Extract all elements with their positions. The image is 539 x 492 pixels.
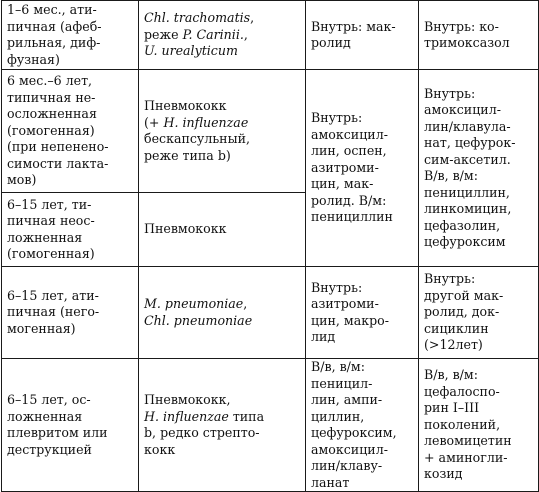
cell-line: другой мак- [424,287,504,303]
cell-line [144,10,301,27]
cell-line [144,313,301,330]
organism-name: M. pneumoniae [144,296,244,311]
cell-line [144,27,301,44]
cell-line [144,43,301,60]
cell-line: сим-аксетил. [424,151,511,167]
table-row [2,267,539,359]
cell-line: тримоксазол [424,35,510,50]
pathogen-cell [139,359,306,492]
table-row [2,359,539,492]
cell-line: нат, цефурок- [424,135,516,150]
cell-line: азитроми- [311,159,379,175]
cell-text: (+ [144,114,164,130]
cell-line: пичная (него- [7,304,100,320]
cell-text: типа [228,408,265,424]
organism-name: Chl. trachomatis [144,10,251,26]
pathogen-cell [139,1,306,70]
alternative-cell [419,359,539,492]
cell-line: цин, мак- [311,176,374,192]
cell-line [144,392,301,409]
organism-name: H. influenzae [163,114,249,130]
cell-line: цефалоспо- [424,383,500,399]
cell-line: Внутрь: [311,279,363,295]
cell-line: Внутрь: [424,271,476,287]
cell-text: , [243,26,248,42]
cell-text: Пневмококк, [144,392,231,407]
cell-text: кокк [144,441,176,457]
cell-line: рин I–III [424,400,480,416]
table-row [2,1,539,70]
first-line-cell [306,1,419,70]
age-cell [2,267,139,359]
age-cell [2,70,139,193]
cell-line: линкомицин, [424,201,512,216]
cell-line: 6–15 лет, ати- [7,287,99,303]
cell-line: лин/клавула- [424,118,511,134]
age-cell [2,359,139,492]
cell-line: (при непенено- [7,139,109,155]
cell-line: (гомогенная) [7,122,95,138]
cell-line: Внутрь: [424,85,476,101]
cell-line: цин, макро- [311,312,389,328]
first-line-cell [306,70,419,267]
cell-line: ложненная [7,408,83,424]
cell-line: сициклин [424,320,489,336]
cell-line [144,148,301,165]
cell-line: ролид, док- [424,304,500,320]
age-cell [2,193,139,267]
cell-line: (>12лет) [424,337,483,353]
pathogen-cell [139,193,306,267]
cell-line: азитроми- [311,296,379,311]
cell-line: пенициллин [311,209,393,225]
treatment-table [1,0,539,492]
cell-line: цефуроксим, [311,425,397,440]
cell-line: пичная неос- [7,213,95,228]
organism-name: Chl. pneumoniae [144,312,253,328]
cell-line: левомицетин [424,433,512,449]
cell-line: цефуроксим [424,234,506,249]
cell-line [144,442,301,459]
cell-line: симости лакта- [7,155,109,171]
cell-line: ложненная [7,229,83,245]
cell-line: лин/клаву- [311,458,383,473]
cell-text: реже [144,26,183,42]
alternative-cell [419,267,539,359]
cell-text: , [250,10,255,26]
cell-line: + аминогли- [424,449,508,465]
first-line-cell [306,359,419,492]
cell-line: В/в, в/м: [424,168,478,183]
cell-line: мов) [7,172,37,188]
cell-text: b, редко стрепто- [144,425,260,440]
cell-text: бескапсульный, [144,131,250,146]
cell-line: ланат [311,474,350,490]
cell-line: Внутрь: [311,110,363,126]
cell-line: плевритом или [7,425,108,440]
cell-line: амоксицил- [424,102,501,117]
cell-line: Внутрь: ко- [424,18,499,34]
cell-line: лин, ампи- [311,392,383,407]
cell-line: лид [311,329,336,344]
cell-line [144,115,301,132]
organism-name: P. Carinii. [182,26,244,42]
alternative-cell [419,1,539,70]
cell-line: ролид [311,35,351,50]
cell-line [144,131,301,148]
cell-line: пенициллин, [424,184,510,200]
cell-line: козид [424,466,463,482]
age-cell [2,1,139,70]
cell-line: Внутрь: мак- [311,18,396,34]
cell-line: 6–15 лет, ос- [7,392,91,407]
cell-text: Пневмококк [144,221,227,237]
cell-line [144,425,301,442]
cell-line: 6–15 лет, ти- [7,196,92,212]
cell-line [144,296,301,313]
cell-line: В/в, в/м: [424,367,478,383]
cell-line [144,409,301,426]
cell-line: (гомогенная) [7,246,95,261]
cell-line: амоксицил- [311,126,388,142]
cell-line: 1–6 мес., ати- [7,2,97,17]
pathogen-cell [139,70,306,193]
cell-line: поколений, [424,416,501,432]
cell-line [144,221,301,238]
cell-line: В/в, в/м: [311,359,365,374]
table-row [2,70,539,193]
cell-line: 6 мес.–6 лет, [7,73,93,89]
pathogen-cell [139,267,306,359]
cell-line: осложненная [7,106,97,122]
cell-line: пеницил- [311,375,373,391]
cell-line: ролид. В/м: [311,192,387,208]
cell-line: типичная не- [7,89,96,105]
cell-line [144,98,301,115]
cell-line: фузная) [7,51,60,67]
cell-line: рильная, диф- [7,35,101,50]
organism-name: H. influenzae [144,408,229,424]
alternative-cell [419,70,539,267]
first-line-cell [306,267,419,359]
organism-name: U. urealyticum [144,43,238,59]
cell-text: реже типа b) [144,147,231,163]
cell-line: пичная (афеб- [7,18,102,34]
cell-line: цефазолин, [424,217,501,233]
cell-text: Пневмококк [144,98,227,113]
cell-line: могенная) [7,320,76,336]
cell-line: деструкцией [7,441,92,457]
cell-line: циллин, [311,408,365,424]
cell-text: , [243,296,248,311]
cell-line: амоксицил- [311,441,388,457]
cell-line: лин, оспен, [311,143,387,159]
